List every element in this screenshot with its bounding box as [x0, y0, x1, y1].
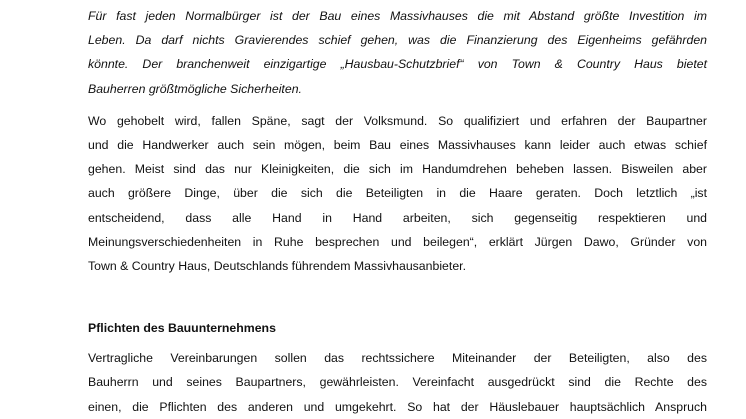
body-line: Vertragliche Vereinbarungen sollen das rechtssichere Miteinander der Beteiligten, also des [88, 351, 707, 366]
intro-paragraph [88, 4, 707, 101]
body-paragraph-1 [88, 109, 707, 278]
body-line: auch größere Dinge, über die sich die Beteiligten in die Haare geraten. Doch letztlich „ist [88, 186, 707, 201]
intro-line: könnte. Der branchenweit einzigartige „Hausbau-Schutzbrief“ von Town & Country Haus bietet [88, 57, 707, 72]
intro-line: Leben. Da darf nichts Gravierendes schief gehen, was die Finanzierung des Eigenheims gefährden [88, 33, 707, 48]
body-line: entscheidend, dass alle Hand in Hand arbeiten, sich gegenseitig respektieren und [88, 210, 707, 225]
intro-line: Bauherren größtmögliche Sicherheiten. [88, 81, 302, 96]
body-line: einen, die Pflichten des anderen und umgekehrt. So hat der Häuslebauer hauptsächlich Anspruch [88, 399, 707, 414]
body-line: Wo gehobelt wird, fallen Späne, sagt der Volksmund. So qualifiziert und erfahren der Baupartner [88, 113, 707, 128]
body-line: gehen. Meist sind das nur Kleinigkeiten, die sich im Handumdrehen beheben lassen. Bisweilen aber [88, 162, 707, 177]
body-paragraph-2 [88, 346, 707, 419]
body-line: Bauherrn und seines Baupartners, gewährleisten. Vereinfacht ausgedrückt sind die Rechte des [88, 375, 707, 390]
document-page [88, 0, 707, 419]
section-heading: Pflichten des Bauunternehmens [88, 321, 276, 336]
intro-line: Für fast jeden Normalbürger ist der Bau eines Massivhauses die mit Abstand größte Investition im [88, 9, 707, 23]
body-line: Town & Country Haus, Deutschlands führendem Massivhausanbieter. [88, 259, 466, 274]
body-line: und die Handwerker auch sein mögen, beim Bau eines Massivhauses kann leider auch etwas schief [88, 138, 707, 153]
body-line: Meinungsverschiedenheiten in Ruhe besprechen und beilegen“, erklärt Jürgen Dawo, Gründer von [88, 234, 707, 249]
